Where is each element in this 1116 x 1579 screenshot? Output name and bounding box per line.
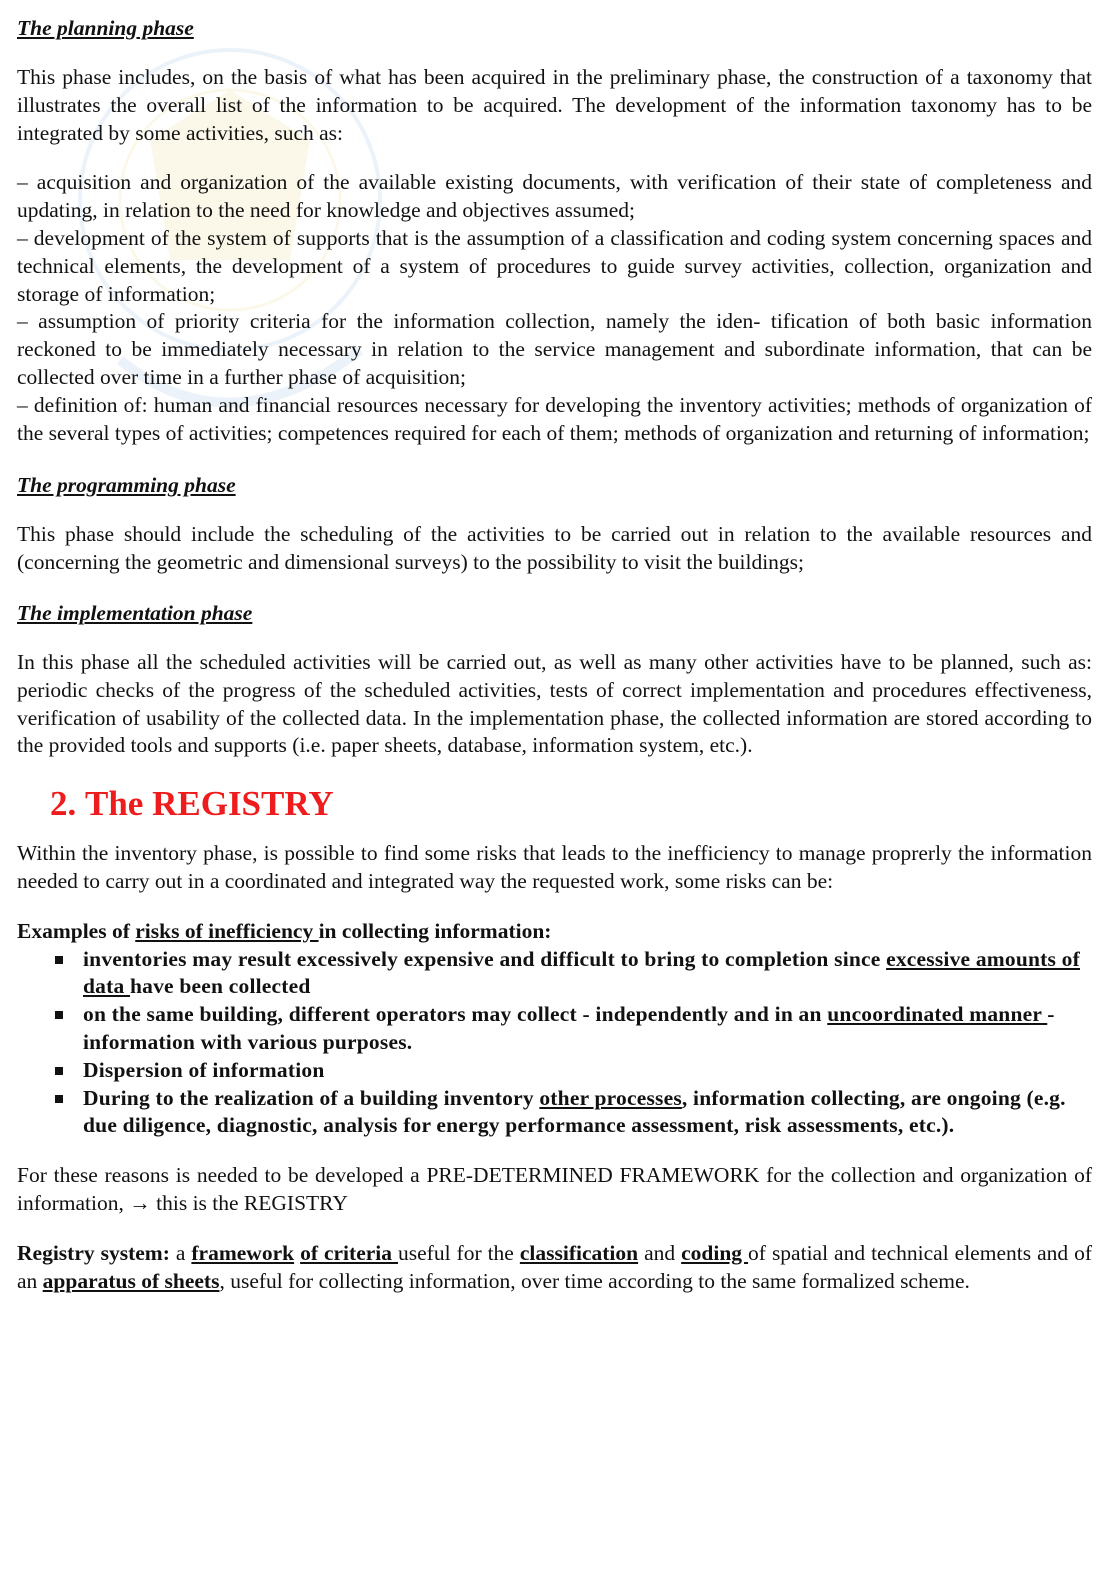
section-title-text: The REGISTRY [85,784,334,824]
reasons-text: For these reasons is needed to be developed a PRE-DETERMINED FRAMEWORK for the collection and organization of information, → this is the REGISTRY [17,1163,1092,1215]
registry-intro: Within the inventory phase, is possible to find some risks that leads to the inefficiency to manage proprerly the information needed to carry out in a coordinated and integrated way the requested work, some risks can be: [17,841,1092,893]
list-item: on the same building, different operators may collect - independently and in an uncoordinated manner - information with various purposes. [83,1001,1092,1057]
registry-definition: Registry system: a framework of criteria useful for the classification and coding of spatial and technical elements and of an apparatus of sheets, useful for collecting information, over time according to the same formalized scheme. [17,1240,1093,1293]
examples-post: in collecting information: [318,918,552,943]
list-item: inventories may result excessively expensive and difficult to bring to completion since excessive amounts of data have been collected [83,946,1092,1002]
implementation-heading: The implementation phase [17,600,253,625]
definition-label: Registry system: [17,1240,170,1265]
programming-heading: The programming phase [17,473,236,498]
programming-text: This phase should include the scheduling of the activities to be carried out in relation to the available resources and (concerning the geometric and dimensional surveys) to the possibility to visit the buildings; [17,522,1092,575]
implementation-text: In this phase all the scheduled activities will be carried out, as well as many other activities have to be planned, such as: periodic checks of the progress of the scheduled activities, tests of correct implementation and procedures effectiveness, verification of usability of the collected data. In the implementation phase, the collected information are stored according to the provided tools and supports (i.e. paper sheets, database, information system, etc.). [17,649,1092,758]
list-item: Dispersion of information [83,1057,1092,1085]
examples-underlined: risks of inefficiency [135,918,319,943]
registry-section-title [50,782,1092,826]
planning-heading: The planning phase [17,16,194,40]
planning-intro: This phase includes, on the basis of what has been acquired in the preliminary phase, the construction of a taxonomy that illustrates the overall list of the information to be acquired. The development of the information taxonomy has to be integrated by some activities, such as: [17,65,1092,145]
section-number: 2. [50,784,77,824]
planning-item-4: – definition of: human and financial resources necessary for developing the inventory activities; methods of organization of the several types of activities; competences required for each of them; methods of organization and returning of information; [17,392,1092,445]
examples-heading [17,918,1092,946]
planning-item-1: – acquisition and organization of the available existing documents, with verification of their state of completeness and updating, in relation to the need for knowledge and objectives assumed; [17,170,1092,223]
risks-list [17,946,1092,1141]
planning-item-2: – development of the system of supports that is the assumption of a classification and coding system concerning spaces and technical elements, the development of a system of procedures to guide survey activities, collection, organization and storage of information; [17,225,1092,306]
arrow-icon: → [129,1190,151,1215]
document-page [17,14,1092,1295]
planning-item-3: – assumption of priority criteria for the information collection, namely the iden- tification of both basic information reckoned to be immediately necessary in relation to the service management and subordinate information, that can be collected over time in a further phase of acquisition; [17,309,1092,389]
list-item: During to the realization of a building inventory other processes, information collecting, are ongoing (e.g. due diligence, diagnostic, analysis for energy performance assessment, risk assessments, etc.). [83,1085,1092,1141]
examples-pre: Examples of [17,918,136,943]
